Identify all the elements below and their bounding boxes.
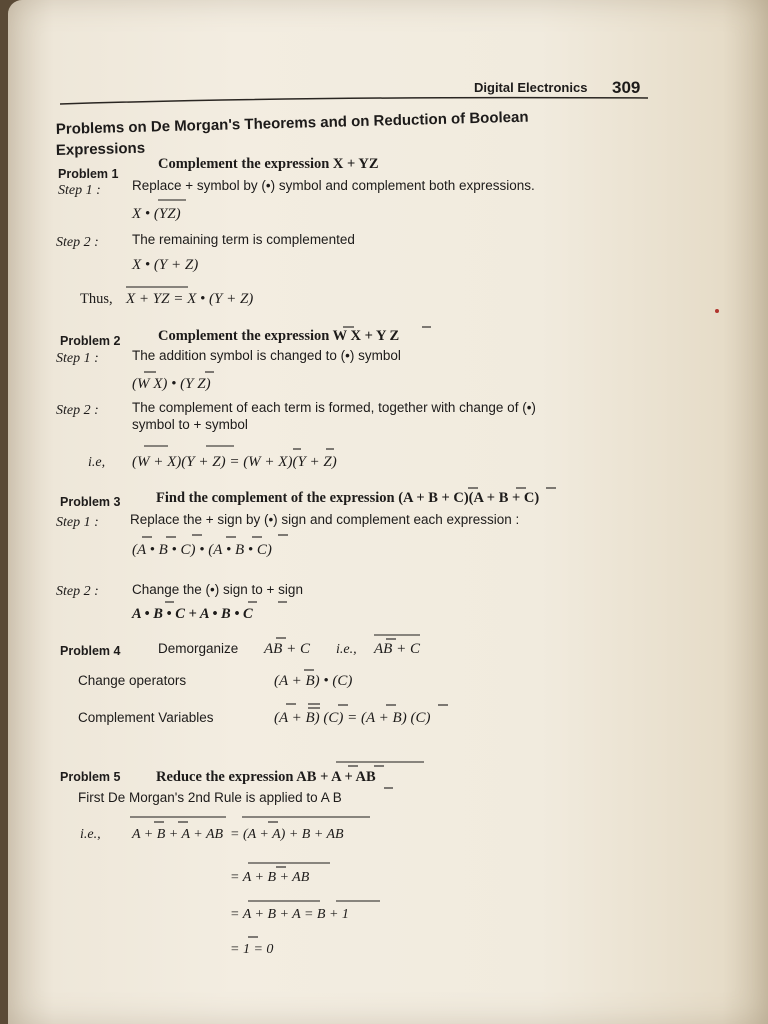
problem1-thus-expr: X + YZ = X • (Y + Z) xyxy=(126,291,254,307)
problem3-title: Find the complement of the expression (A + B + C)(A + B + C) xyxy=(156,490,540,506)
problem3-step1-label: Step 1 : xyxy=(56,515,99,530)
problem2-step2-text-line1: The complement of each term is formed, together with change of (•) xyxy=(132,400,536,415)
problem2-label: Problem 2 xyxy=(60,334,121,348)
section-title-line2: Expressions xyxy=(55,139,146,159)
header-rule xyxy=(60,98,648,104)
section-title-line1: Problems on De Morgan's Theorems and on Reduction of Boolean xyxy=(55,108,529,138)
problem1-step1-expr: X • (YZ) xyxy=(132,206,181,222)
problem4-ie-expr: AB + C xyxy=(374,641,420,657)
problem2-step2-label: Step 2 : xyxy=(56,403,99,418)
problem5-line1-lhs: A + B + A + AB xyxy=(132,827,224,842)
problem5-ie-label: i.e., xyxy=(80,827,101,842)
problem1-step2-label: Step 2 : xyxy=(56,235,99,250)
problem2-step1-label: Step 1 : xyxy=(56,351,99,366)
problem4-ie-text: i.e., xyxy=(336,642,357,657)
problem5-line2: = A + B + AB xyxy=(230,870,310,885)
problem3-label: Problem 3 xyxy=(60,495,121,509)
problem3-step1-expr: (A • B • C) • (A • B • C) xyxy=(132,542,272,558)
problem1-title: Complement the expression X + YZ xyxy=(158,156,379,172)
problem1-thus-label: Thus, xyxy=(80,291,113,307)
problem5-rule-text: First De Morgan's 2nd Rule is applied to A B xyxy=(78,790,342,805)
problem2-step2-text-line2: symbol to + symbol xyxy=(132,417,248,432)
page-canvas xyxy=(8,0,768,1024)
problem3-step2-text: Change the (•) sign to + sign xyxy=(132,582,303,597)
running-title: Digital Electronics xyxy=(474,80,588,95)
page-number: 309 xyxy=(612,78,641,97)
problem4-title-text: Demorganize xyxy=(158,641,239,656)
book-page xyxy=(8,0,768,1024)
problem2-ie-label: i.e, xyxy=(88,455,106,470)
problem2-title: Complement the expression W X + Y Z xyxy=(158,328,400,344)
problem1-step2-text: The remaining term is complemented xyxy=(132,232,355,247)
problem3-step2-expr: A • B • C + A • B • C xyxy=(132,606,253,622)
problem2-step1-expr: (W X) • (Y Z) xyxy=(132,376,211,392)
problem4-complement-expr: (A + B) (C) = (A + B) (C) xyxy=(274,710,431,726)
problem5-line3: = A + B + A = B + 1 xyxy=(230,907,349,922)
problem2-ie-expr: (W + X)(Y + Z) = (W + X)(Y + Z) xyxy=(132,454,337,470)
problem1-step1-label: Step 1 : xyxy=(58,183,101,198)
ink-speck xyxy=(715,309,719,313)
problem3-step2-label: Step 2 : xyxy=(56,584,99,599)
problem2-step1-text: The addition symbol is changed to (•) symbol xyxy=(132,348,401,363)
problem5-line1-rhs: = (A + A) + B + AB xyxy=(230,827,344,842)
problem5-title: Reduce the expression AB + A + AB xyxy=(156,769,376,785)
problem5-line4: = 1 = 0 xyxy=(230,942,274,957)
problem4-change-label: Change operators xyxy=(78,673,187,688)
problem5-label: Problem 5 xyxy=(60,770,121,784)
problem4-complement-label: Complement Variables xyxy=(78,710,214,725)
problem4-change-expr: (A + B) • (C) xyxy=(274,673,353,689)
problem1-step1-text: Replace + symbol by (•) symbol and complement both expressions. xyxy=(132,178,535,193)
problem4-title-expr: AB + C xyxy=(264,641,310,657)
problem1-step2-expr: X • (Y + Z) xyxy=(132,257,199,273)
problem1-label: Problem 1 xyxy=(58,167,119,181)
problem4-label: Problem 4 xyxy=(60,644,121,658)
problem3-step1-text: Replace the + sign by (•) sign and complement each expression : xyxy=(130,512,520,527)
